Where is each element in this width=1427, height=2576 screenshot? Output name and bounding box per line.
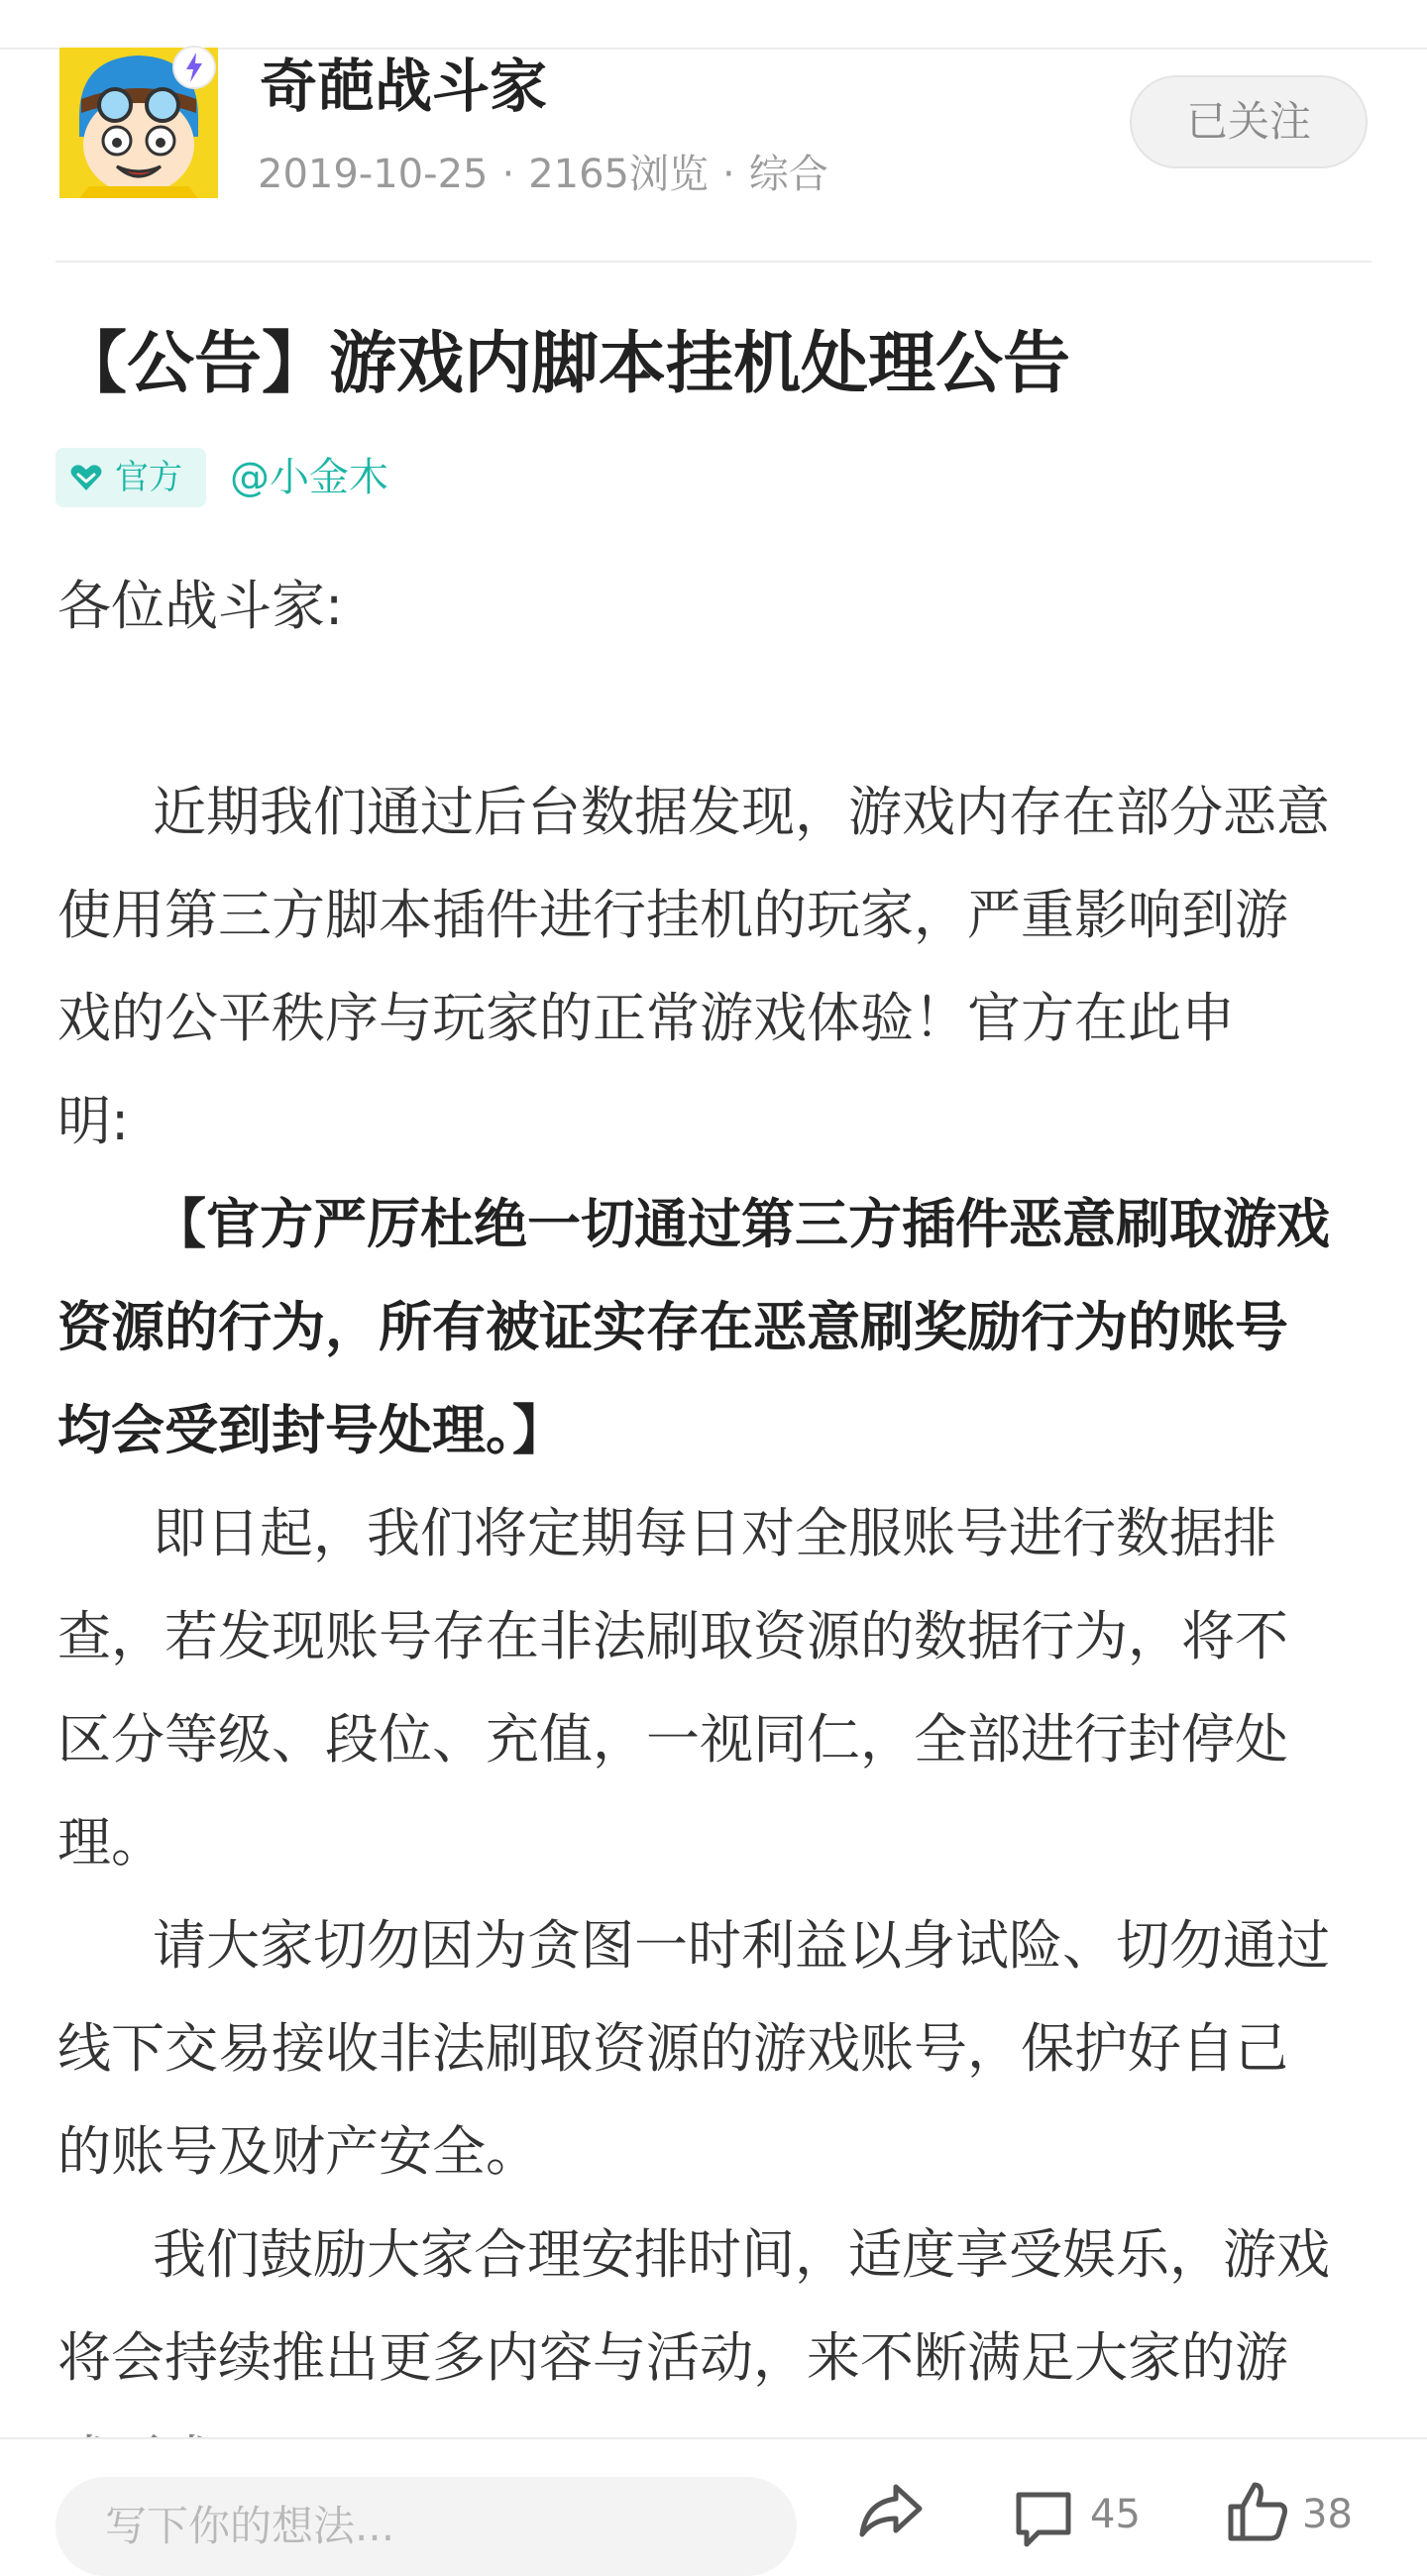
- lightning-badge: [174, 48, 214, 87]
- post-meta: [258, 147, 828, 202]
- official-badge: [55, 448, 206, 507]
- paragraph-line: 请大家切勿因为贪图一时利益以身试险、切勿通过: [153, 1914, 1330, 1977]
- official-label: 官方: [115, 458, 182, 497]
- post-header: [0, 48, 1427, 262]
- bold-paragraph-line: 【官方严厉杜绝一切通过第三方插件恶意刷取游戏: [153, 1193, 1330, 1255]
- paragraph-line: 将会持续推出更多内容与活动，来不断满足大家的游: [57, 2326, 1288, 2389]
- lightning-icon: [174, 48, 214, 87]
- heart-icon: [69, 462, 103, 493]
- bold-paragraph-line: 资源的行为，所有被证实存在恶意刷奖励行为的账号: [57, 1296, 1288, 1358]
- meta-separator: ·: [721, 152, 735, 197]
- paragraph-line: 区分等级、段位、充值，一视同仁，全部进行封停处: [57, 1708, 1288, 1771]
- paragraph-line: 查，若发现账号存在非法刷取资源的数据行为，将不: [57, 1605, 1288, 1667]
- top-status-bar: [0, 0, 1427, 50]
- blank-line: [57, 658, 1375, 761]
- article-body: [57, 555, 1375, 2459]
- header-divider: [55, 261, 1372, 263]
- mention-link[interactable]: @小金木: [230, 455, 388, 500]
- paragraph-line: 明:: [57, 1090, 130, 1152]
- comment-icon[interactable]: [1013, 2489, 1074, 2548]
- paragraph-line: 我们鼓励大家合理安排时间，适度享受娱乐，游戏: [153, 2223, 1330, 2286]
- bottom-action-bar: [0, 2437, 1427, 2550]
- meta-separator: ·: [501, 152, 515, 197]
- paragraph-line: 使用第三方脚本插件进行挂机的玩家，严重影响到游: [57, 884, 1288, 946]
- paragraph-line: 即日起，我们将定期每日对全服账号进行数据排: [153, 1502, 1276, 1564]
- comment-input[interactable]: 写下你的想法...: [55, 2477, 797, 2576]
- bold-paragraph-line: 均会受到封号处理。】: [57, 1399, 566, 1461]
- post-category[interactable]: 综合: [748, 152, 828, 197]
- paragraph-line: 理。: [57, 1811, 165, 1874]
- thumbs-up-icon[interactable]: [1225, 2479, 1288, 2542]
- greeting: 各位战斗家:: [57, 575, 344, 637]
- post-date: 2019-10-25: [258, 152, 489, 197]
- post-title: 【公告】游戏内脚本挂机处理公告: [59, 325, 1071, 403]
- follow-button[interactable]: 已关注: [1130, 75, 1368, 168]
- like-count: 38: [1302, 2492, 1353, 2537]
- paragraph-line: 近期我们通过后台数据发现，游戏内存在部分恶意: [153, 781, 1330, 843]
- paragraph-line: 线下交易接收非法刷取资源的游戏账号，保护好自己: [57, 2017, 1288, 2080]
- share-icon[interactable]: [856, 2481, 926, 2540]
- author-name[interactable]: 奇葩战斗家: [260, 53, 548, 120]
- post-views: 2165浏览: [528, 152, 709, 197]
- comment-count: 45: [1090, 2492, 1141, 2537]
- paragraph-line: 的账号及财产安全。: [57, 2120, 539, 2183]
- paragraph-line: 戏的公平秩序与玩家的正常游戏体验！官方在此申: [57, 987, 1235, 1049]
